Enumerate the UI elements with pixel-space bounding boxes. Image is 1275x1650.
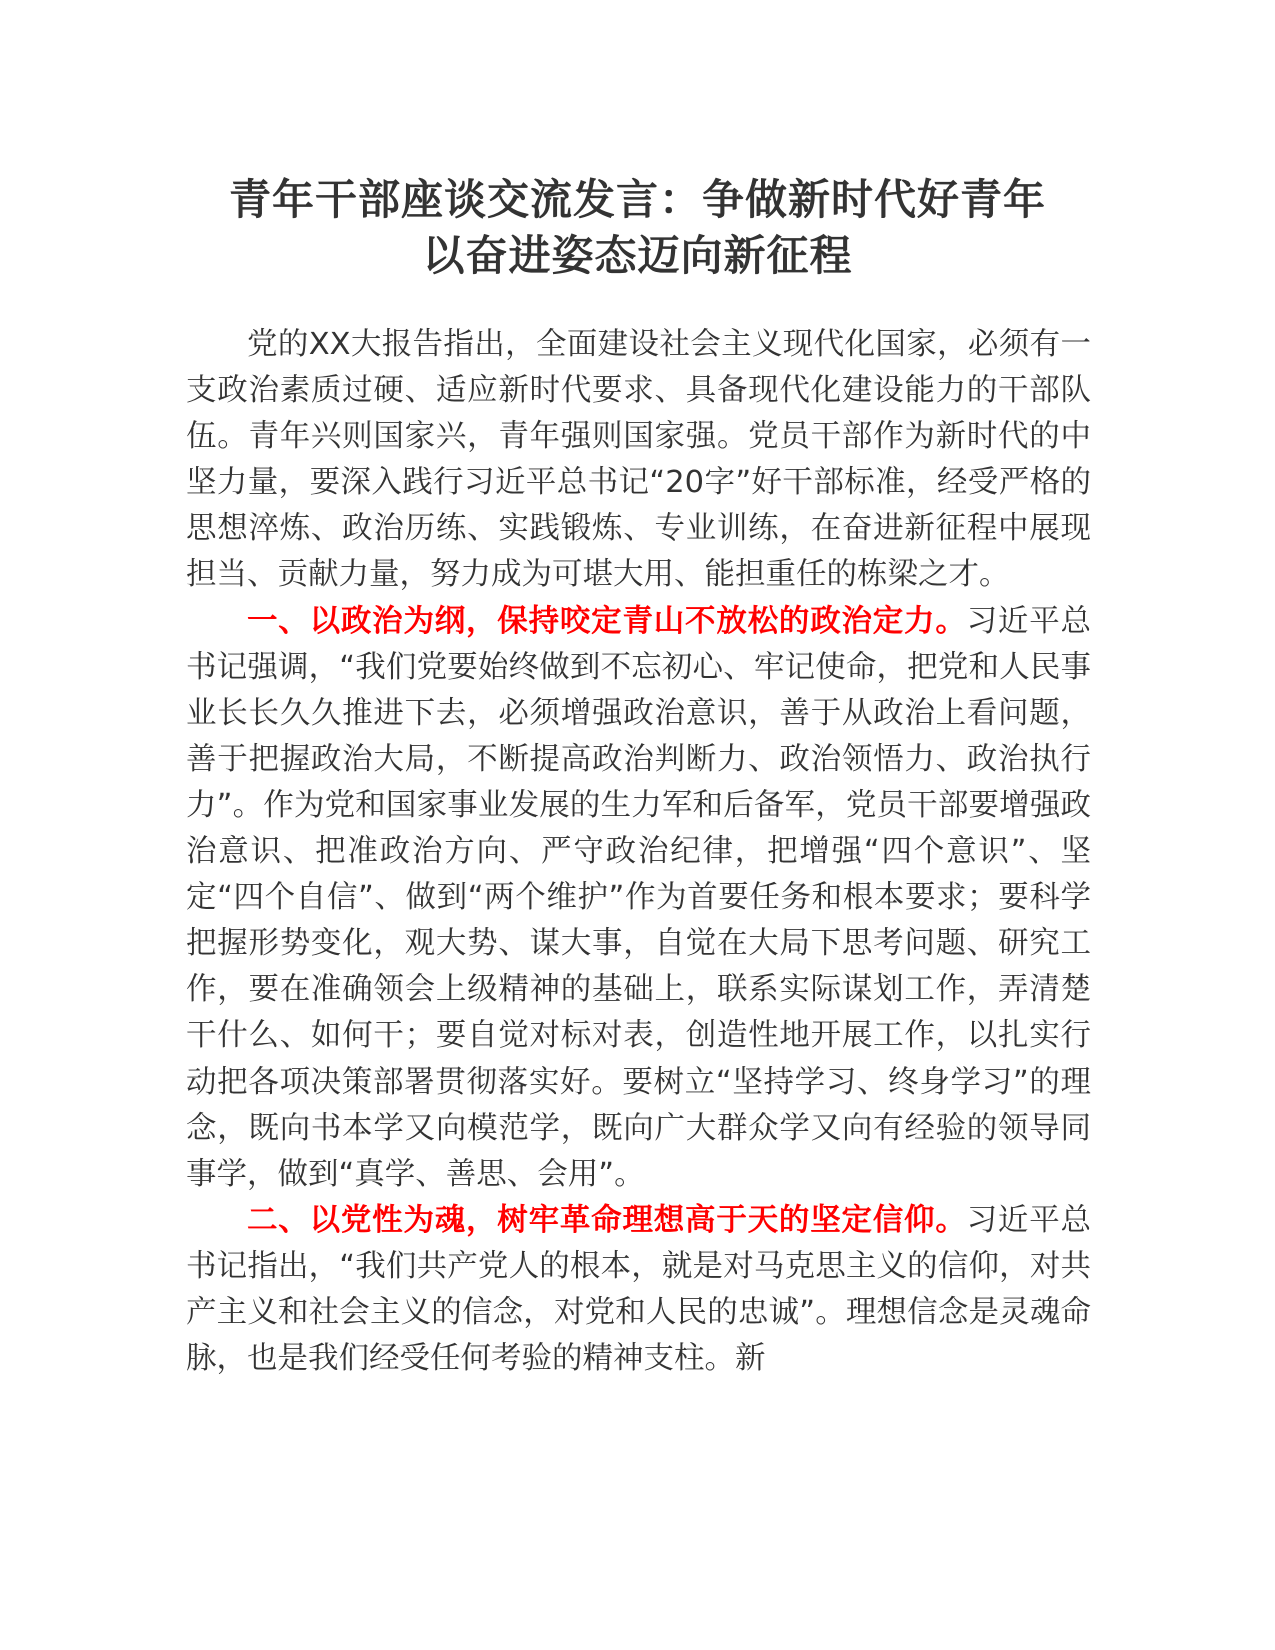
document-body [186,322,1091,1382]
paragraph-section-1 [186,599,1091,1198]
paragraph-text: 习近平总书记强调，“我们党要始终做到不忘初心、牢记使命，把党和人民事业长长久久推进下去，必须增强政治意识，善于从政治上看问题，善于把握政治大局，不断提高政治判断力、政治领悟力、政治执行力”。作为党和国家事业发展的生力军和后备军，党员干部要增强政治意识、把准政治方向、严守政治纪律，把增强“四个意识”、坚定“四个自信”、做到“两个维护”作为首要任务和根本要求；要科学把握形势变化，观大势、谋大事，自觉在大局下思考问题、研究工作，要在准确领会上级精神的基础上，联系实际谋划工作，弄清楚干什么、如何干；要自觉对标对表，创造性地开展工作，以扎实行动把各项决策部署贯彻落实好。要树立“坚持学习、终身学习”的理念，既向书本学又向模范学，既向广大群众学又向有经验的领导同事学，做到“真学、善思、会用”。 [186,603,1092,1192]
section-heading-1: 一、以政治为纲，保持咬定青山不放松的政治定力。 [247,603,967,639]
title-line-2: 以奋进姿态迈向新征程 [422,231,853,280]
title-line-1: 青年干部座谈交流发言：争做新时代好青年 [228,175,1046,224]
paragraph-intro [186,322,1091,599]
paragraph-text: 习近平总书记指出，“我们共产党人的根本，就是对马克思主义的信仰，对共产主义和社会主义的信念，对党和人民的忠诚”。理想信念是灵魂命脉，也是我们经受任何考验的精神支柱。新 [186,1202,1092,1377]
section-heading-2: 二、以党性为魂，树牢革命理想高于天的坚定信仰。 [247,1202,967,1238]
paragraph-text: 党的XX大报告指出，全面建设社会主义现代化国家，必须有一支政治素质过硬、适应新时代要求、具备现代化建设能力的干部队伍。青年兴则国家兴，青年强则国家强。党员干部作为新时代的中坚力量，要深入践行习近平总书记“20字”好干部标准，经受严格的思想淬炼、政治历练、实践锻炼、专业训练，在奋进新征程中展现担当、贡献力量，努力成为可堪大用、能担重任的栋梁之才。 [186,327,1091,593]
paragraph-section-2 [186,1198,1091,1382]
document-title [150,172,1125,284]
